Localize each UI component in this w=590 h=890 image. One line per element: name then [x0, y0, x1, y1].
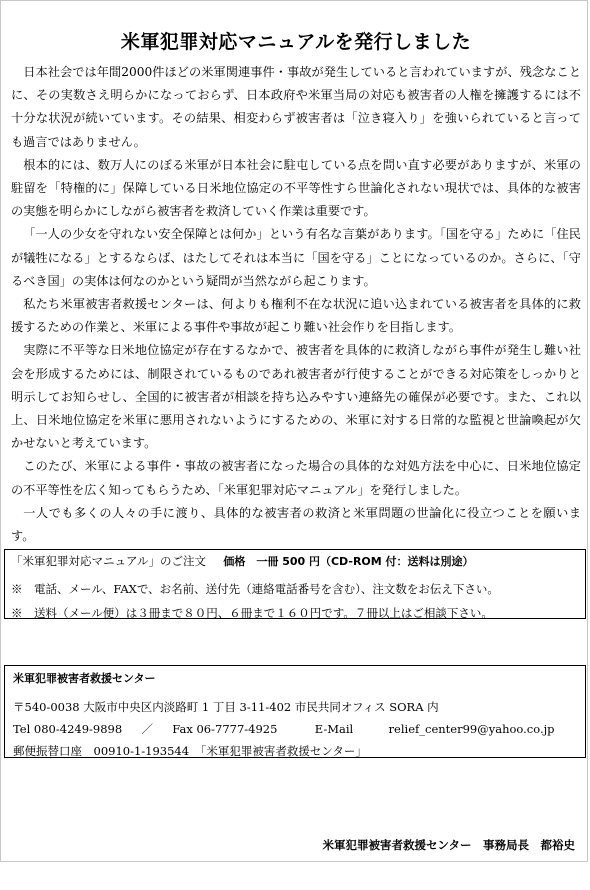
- order-price: 価格 一冊 500 円（CD-ROM 付：送料は別途）: [223, 555, 474, 568]
- paragraph: 実際に不平等な日米地位協定が存在するなかで、被害者を具体的に救済しながら事件が発生し難い社会を形成するためには、制限されているものであれ被害者が行使することができる対応策をしっかりと明示してお知らせし、全国的に被害者が相談を持ち込みやすい連絡先の確保が必要です。また、これ以上、日米地位協定を米軍に悪用されないようにするための、米軍に対する日常的な監視と世論喚起が欠かせないと考えています。: [11, 343, 581, 451]
- page-title: 米軍犯罪対応マニュアルを発行しました: [120, 31, 472, 53]
- order-heading: [11, 553, 474, 569]
- order-note-shipping: ※ 送料（メール便）は３冊まで８０円、６冊まで１６０円です。７冊以上はご相談下さい。: [11, 606, 493, 620]
- fax-number: Fax 06-7777-4925: [172, 722, 278, 736]
- email-label: E-Mail: [314, 722, 354, 736]
- paragraph: 「一人の少女を守れない安全保障とは何か」という有名な言葉があります。「国を守る」ために「住民が犠牲になる」とするならば、はたしてそれは本当に「国を守る」ことになっているのか。さらに、「守るべき国」の実体は何なのかという疑問が当然ながら起こります。: [11, 227, 581, 288]
- paragraph: このたび、米軍による事件・事故の被害者になった場合の具体的な対処方法を中心に、日米地位協定の不平等性を広く知ってもらうため、「米軍犯罪対応マニュアル」を発行しました。: [11, 459, 581, 497]
- contact-info-box: [4, 665, 586, 758]
- order-info-box: [4, 549, 586, 619]
- article-body: [11, 61, 581, 548]
- paragraph: 根本的には、数万人にのぼる米軍が日本社会に駐屯している点を問い直す必要がありますが、米軍の駐留を「特権的に」保障している日米地位協定の不平等性すら世論化されない現状では、具体的な被害の実態を明らかにしながら被害者を救済していく作業は重要です。: [11, 157, 581, 219]
- paragraph: 一人でも多くの人々の手に渡り、具体的な被害者の救済と米軍問題の世論化に役立つことを願います。: [11, 505, 581, 544]
- order-note-contact: ※ 電話、メール、FAXで、お名前、送付先（連絡電話番号を含む）、注文数をお伝え下さい。: [11, 582, 499, 596]
- phone-fax-email-line: [13, 721, 555, 737]
- separator: ／: [141, 722, 153, 736]
- paragraph: 日本社会では年間2000件ほどの米軍関連事件・事故が発生していると言われていますが、残念なことに、その実数さえ明らかになっておらず、日本政府や米軍当局の対応も被害者の人権を擁護するには不十分な状況が続いています。その結果、相変わらず被害者は「泣き寝入り」を強いられていると言っても過言ではありません。: [11, 65, 581, 149]
- paragraph: 私たち米軍被害者救援センターは、何よりも権利不在な状況に追い込まれている被害者を具体的に救援するための作業と、米軍による事件や事故が起こり難い社会作りを目指します。: [11, 297, 581, 335]
- organization-address: 〒540-0038 大阪市中央区内淡路町 1 丁目 3-11-402 市民共同オフィス SORA 内: [13, 700, 439, 714]
- organization-name: 米軍犯罪被害者救援センター: [13, 672, 156, 685]
- order-label: 「米軍犯罪対応マニュアル」のご注文: [11, 554, 207, 568]
- phone-number: Tel 080-4249-9898: [13, 722, 123, 736]
- email-address[interactable]: relief_center99@yahoo.co.jp: [388, 722, 555, 736]
- signature: 米軍犯罪被害者救援センター 事務局長 都裕史: [322, 838, 575, 852]
- postal-transfer-account: 郵便振替口座 00910-1-193544 「米軍犯罪被害者救援センター」: [13, 744, 367, 758]
